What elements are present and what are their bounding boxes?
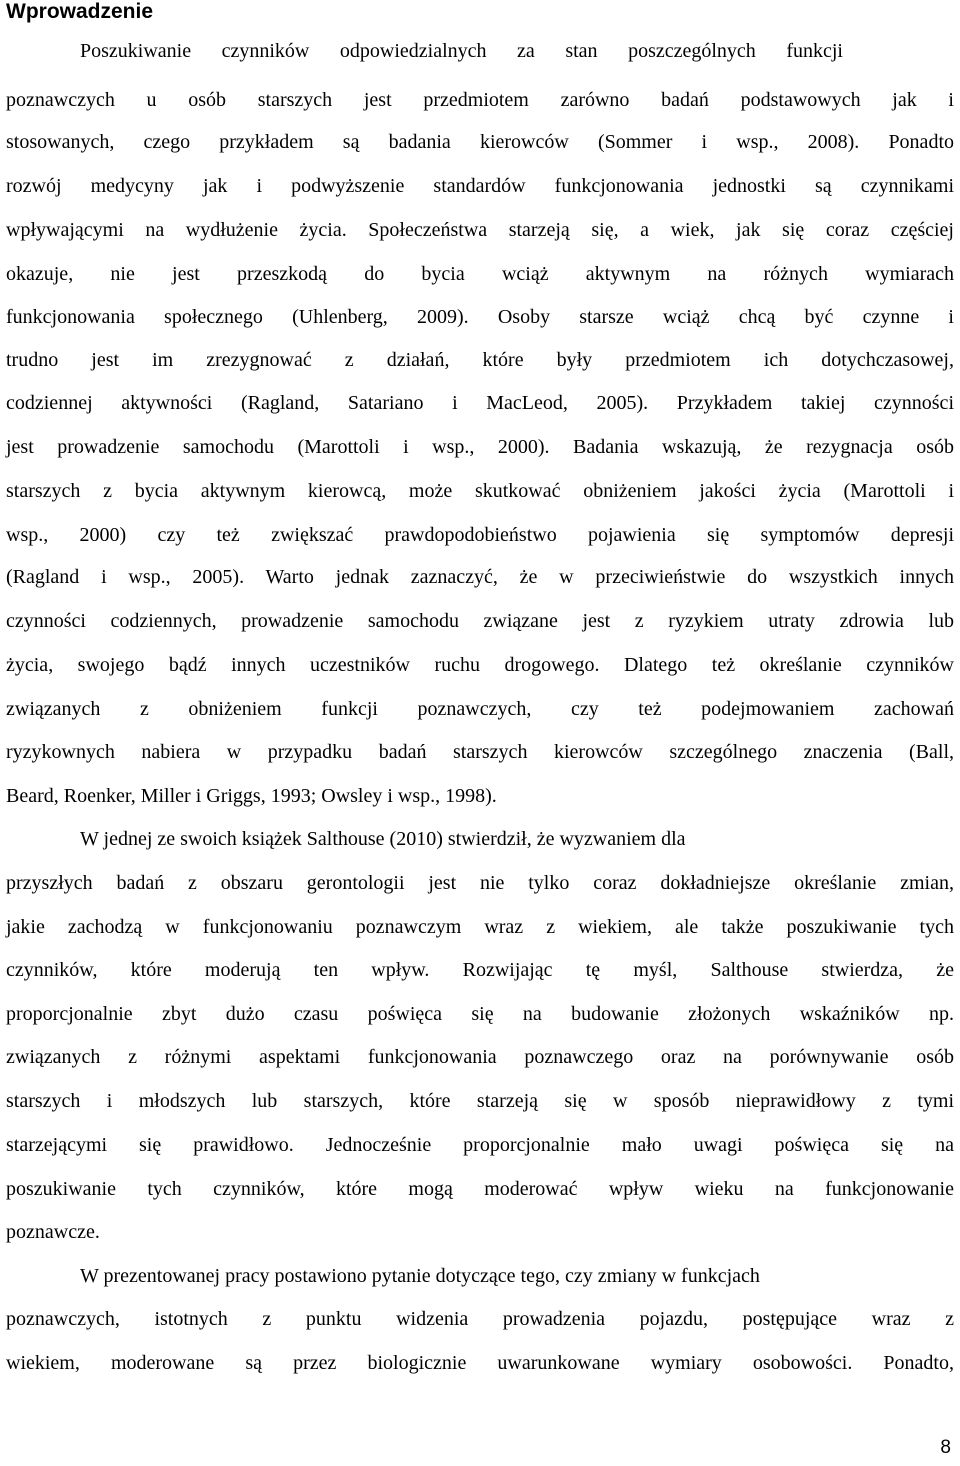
paragraph-2-line-5: proporcjonalnie zbyt dużo czasu poświęca się na budowanie złożonych wskaźników np. xyxy=(6,1003,954,1025)
paragraph-2-line-4: czynników, które moderują ten wpływ. Rozwijając tę myśl, Salthouse stwierdza, że xyxy=(6,959,954,981)
paragraph-1-line-3: stosowanych, czego przykładem są badania kierowców (Sommer i wsp., 2008). Ponadto xyxy=(6,131,954,153)
paragraph-1-line-15: życia, swojego bądź innych uczestników ruchu drogowego. Dlatego też określanie czynników xyxy=(6,654,954,676)
paragraph-1-line-16: związanych z obniżeniem funkcji poznawczych, czy też podejmowaniem zachowań xyxy=(6,698,954,720)
section-heading: Wprowadzenie xyxy=(6,0,154,23)
paragraph-2-line-3: jakie zachodzą w funkcjonowaniu poznawczym wraz z wiekiem, ale także poszukiwanie tych xyxy=(6,916,954,938)
paragraph-1-line-8: trudno jest im zrezygnować z działań, które były przedmiotem ich dotychczasowej, xyxy=(6,349,954,371)
paragraph-1-line-1: Poszukiwanie czynników odpowiedzialnych za stan poszczególnych funkcji xyxy=(80,40,843,62)
paragraph-1-line-17: ryzykownych nabiera w przypadku badań starszych kierowców szczególnego znaczenia (Ball, xyxy=(6,741,954,763)
paragraph-2-line-1: W jednej ze swoich książek Salthouse (2010) stwierdził, że wyzwaniem dla xyxy=(80,828,686,850)
paragraph-1-line-18: Beard, Roenker, Miller i Griggs, 1993; Owsley i wsp., 1998). xyxy=(6,785,497,807)
paragraph-1-line-2: poznawczych u osób starszych jest przedmiotem zarówno badań podstawowych jak i xyxy=(6,89,954,111)
paragraph-2-line-9: poszukiwanie tych czynników, które mogą moderować wpływ wieku na funkcjonowanie xyxy=(6,1178,954,1200)
paragraph-2-line-6: związanych z różnymi aspektami funkcjonowania poznawczego oraz na porównywanie osób xyxy=(6,1046,954,1068)
paragraph-3-line-3: wiekiem, moderowane są przez biologicznie uwarunkowane wymiary osobowości. Ponadto, xyxy=(6,1352,954,1374)
paragraph-1-line-9: codziennej aktywności (Ragland, Satariano i MacLeod, 2005). Przykładem takiej czynności xyxy=(6,392,954,414)
paragraph-1-line-14: czynności codziennych, prowadzenie samochodu związane jest z ryzykiem utraty zdrowia lub xyxy=(6,610,954,632)
paragraph-3-line-2: poznawczych, istotnych z punktu widzenia prowadzenia pojazdu, postępujące wraz z xyxy=(6,1308,954,1330)
paragraph-3-line-1: W prezentowanej pracy postawiono pytanie dotyczące tego, czy zmiany w funkcjach xyxy=(80,1265,760,1287)
paragraph-1-line-7: funkcjonowania społecznego (Uhlenberg, 2009). Osoby starsze wciąż chcą być czynne i xyxy=(6,306,954,328)
paragraph-1-line-11: starszych z bycia aktywnym kierowcą, może skutkować obniżeniem jakości życia (Marottoli i xyxy=(6,480,954,502)
paragraph-1-line-4: rozwój medycyny jak i podwyższenie standardów funkcjonowania jednostki są czynnikami xyxy=(6,175,954,197)
paragraph-1-line-12: wsp., 2000) czy też zwiększać prawdopodobieństwo pojawienia się symptomów depresji xyxy=(6,524,954,546)
paragraph-2-line-7: starszych i młodszych lub starszych, które starzeją się w sposób nieprawidłowy z tymi xyxy=(6,1090,954,1112)
paragraph-2-line-10: poznawcze. xyxy=(6,1221,100,1243)
paragraph-2-line-8: starzejącymi się prawidłowo. Jednocześnie proporcjonalnie mało uwagi poświęca się na xyxy=(6,1134,954,1156)
page-number: 8 xyxy=(940,1437,951,1458)
paragraph-1-line-5: wpływającymi na wydłużenie życia. Społeczeństwa starzeją się, a wiek, jak się coraz częściej xyxy=(6,219,954,241)
paragraph-1-line-13: (Ragland i wsp., 2005). Warto jednak zaznaczyć, że w przeciwieństwie do wszystkich innych xyxy=(6,566,954,588)
paragraph-1-line-10: jest prowadzenie samochodu (Marottoli i wsp., 2000). Badania wskazują, że rezygnacja osób xyxy=(6,436,954,458)
paragraph-2-line-2: przyszłych badań z obszaru gerontologii jest nie tylko coraz dokładniejsze określanie zmian, xyxy=(6,872,954,894)
paragraph-1-line-6: okazuje, nie jest przeszkodą do bycia wciąż aktywnym na różnych wymiarach xyxy=(6,263,954,285)
